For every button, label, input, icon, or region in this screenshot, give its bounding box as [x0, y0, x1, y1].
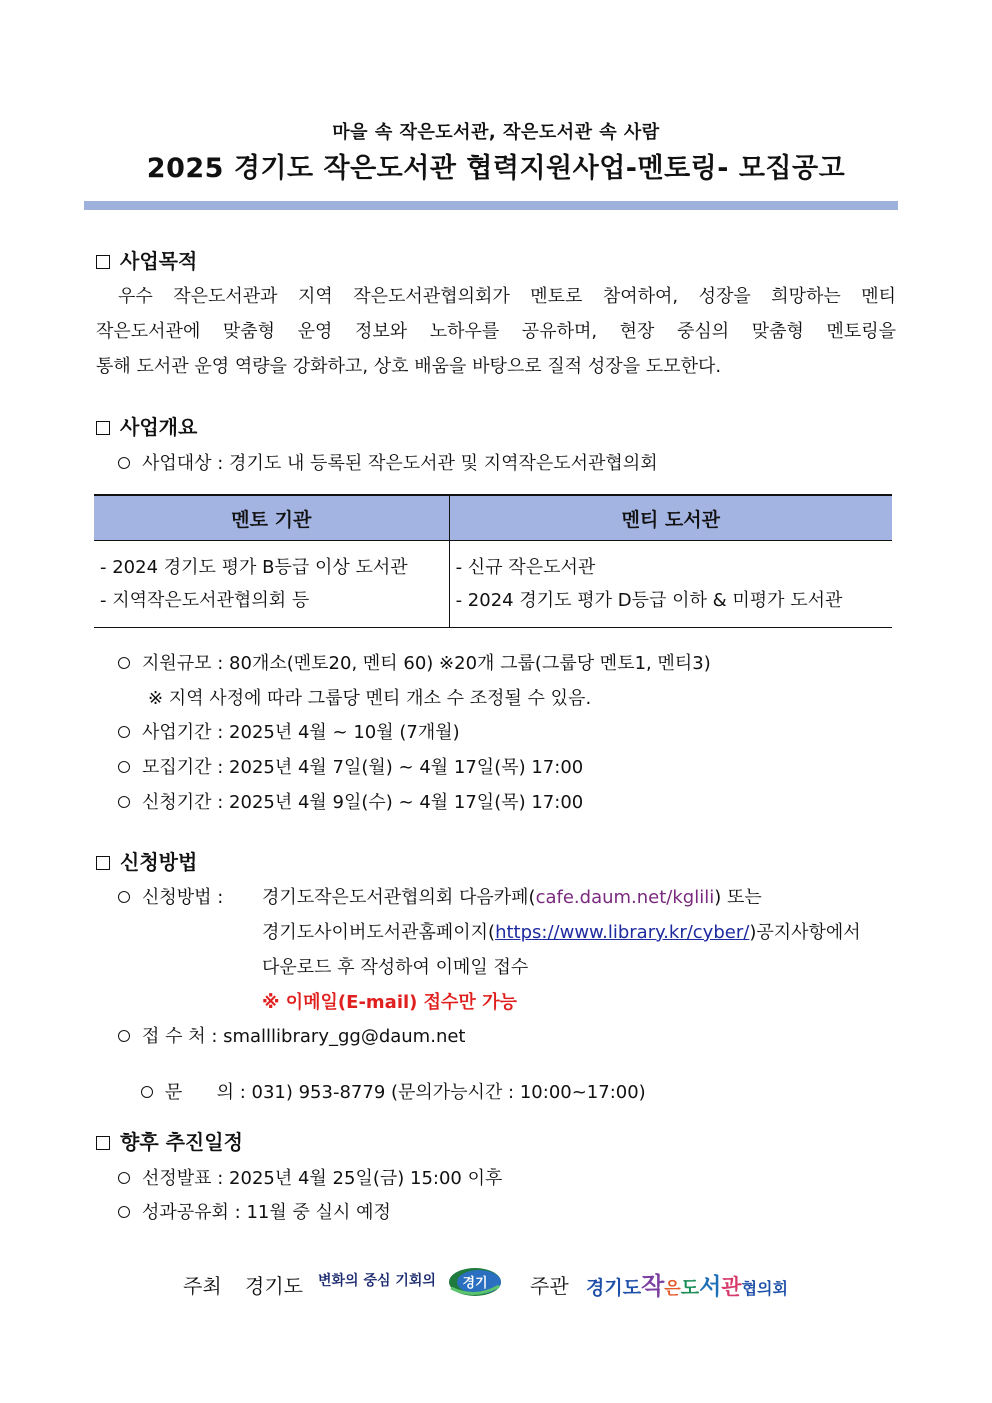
method-line-3: 다운로드 후 작성하여 이메일 접수 [262, 957, 529, 978]
organizer-logo-letter: 기 [604, 1277, 623, 1299]
organizer-logo-letter: 은 [664, 1279, 681, 1299]
library-homepage-link[interactable]: https://www.library.kr/cyber/ [495, 922, 750, 943]
checkbox-square-icon [96, 1136, 110, 1150]
overview-scale: 지원규모 : 80개소(멘토20, 멘티 60) ※20개 그룹(그룹당 멘토1, 멘티3) [118, 649, 711, 675]
mentee-criteria-1: - 신규 작은도서관 [455, 557, 596, 578]
section-overview-heading: 사업개요 [96, 411, 197, 440]
checkbox-square-icon [96, 856, 110, 870]
overview-apply-period: 신청기간 : 2025년 4월 9일(수) ~ 4월 17일(목) 17:00 [118, 788, 583, 814]
method-inquiry: 문 의 : 031) 953-8779 (문의가능시간 : 10:00~17:00) [118, 1057, 646, 1125]
circle-bullet-icon [118, 726, 130, 738]
circle-bullet-icon [118, 1172, 130, 1184]
overview-target: 사업대상 : 경기도 내 등록된 작은도서관 및 지역작은도서관협의회 [118, 449, 658, 475]
table-header-mentor: 멘토 기관 [94, 495, 449, 541]
purpose-line-3: 통해 도서관 운영 역량을 강화하고, 상호 배움을 바탕으로 질적 성장을 도모한다. [96, 356, 722, 377]
method-receiver: 접 수 처 : smalllibrary_gg@daum.net [118, 1022, 465, 1048]
organizer-logo-letter: 관 [721, 1275, 742, 1299]
organizer-logo-letter: 도 [622, 1277, 642, 1299]
title-underline-bar [84, 201, 898, 210]
organizer-logo-letter: 경 [586, 1277, 605, 1299]
circle-bullet-icon [118, 657, 130, 669]
method-line-1: 경기도작은도서관협의회 다음카페(cafe.daum.net/kglili) 또는 [262, 887, 762, 908]
email-only-notice: ※ 이메일(E-mail) 접수만 가능 [262, 992, 517, 1013]
method-line-2: 경기도사이버도서관홈페이지(https://www.library.kr/cyber/)공지사항에서 [262, 922, 861, 943]
cafe-link[interactable]: cafe.daum.net/kglili [535, 887, 715, 908]
organizer-logo-letter: 작 [641, 1272, 665, 1300]
page-title: 2025 경기도 작은도서관 협력지원사업-멘토링- 모집공고 [146, 153, 846, 184]
organizer-logo [586, 1266, 788, 1301]
purpose-line-2: 작은도서관에 맞춤형 운영 정보와 노하우를 공유하며, 현장 중심의 맞춤형 멘토링을 [96, 321, 896, 342]
mentee-criteria-2: - 2024 경기도 평가 D등급 이하 & 미평가 도서관 [455, 590, 843, 611]
mentor-mentee-table [94, 494, 892, 628]
overview-period: 사업기간 : 2025년 4월 ~ 10월 (7개월) [118, 718, 460, 744]
section-purpose-heading: 사업목적 [96, 245, 197, 274]
schedule-share: 성과공유회 : 11월 중 실시 예정 [118, 1198, 391, 1224]
checkbox-square-icon [96, 421, 110, 435]
organizer-logo-text [586, 1272, 788, 1300]
organizer-logo-letter: 서 [699, 1274, 722, 1300]
overview-recruit: 모집기간 : 2025년 4월 7일(월) ~ 4월 17일(목) 17:00 [118, 753, 583, 779]
organizer-logo-letter: 회 [772, 1279, 788, 1298]
organizer-logo-letter: 의 [757, 1279, 773, 1298]
gyeonggi-slogan-logo: 변화의 중심 기회의 [318, 1273, 436, 1289]
organizer-logo-letter: 협 [741, 1279, 758, 1298]
circle-bullet-icon [118, 1206, 130, 1218]
mentee-criteria-cell [449, 541, 892, 628]
section-method-heading: 신청방법 [96, 846, 197, 875]
table-header-mentee: 멘티 도서관 [449, 495, 892, 541]
schedule-announce: 선정발표 : 2025년 4월 25일(금) 15:00 이후 [118, 1164, 502, 1190]
mentor-criteria-cell [94, 541, 449, 628]
circle-bullet-icon [141, 1086, 153, 1098]
circle-bullet-icon [118, 457, 130, 469]
gyeonggi-badge-logo [447, 1266, 503, 1298]
mentor-criteria-1: - 2024 경기도 평가 B등급 이상 도서관 [100, 557, 408, 578]
badge-text: 경기 [462, 1276, 488, 1291]
mentor-criteria-2: - 지역작은도서관협의회 등 [100, 590, 310, 611]
checkbox-square-icon [96, 255, 110, 269]
section-schedule-heading: 향후 추진일정 [96, 1126, 243, 1155]
organizer-label: 주관 [530, 1274, 569, 1298]
circle-bullet-icon [118, 761, 130, 773]
host-name: 경기도 [245, 1274, 303, 1298]
host-label: 주최 [183, 1274, 222, 1298]
purpose-line-1: 우수 작은도서관과 지역 작은도서관협의회가 멘토로 참여하여, 성장을 희망하는 멘티 [118, 286, 896, 307]
circle-bullet-icon [118, 891, 130, 903]
page-subtitle: 마을 속 작은도서관, 작은도서관 속 사람 [332, 122, 660, 143]
method-label: 신청방법 : [118, 883, 223, 909]
overview-scale-note: ※ 지역 사정에 따라 그룹당 멘티 개소 수 조정될 수 있음. [148, 688, 592, 709]
organizer-logo-letter: 도 [680, 1277, 700, 1299]
circle-bullet-icon [118, 796, 130, 808]
footer [0, 1266, 992, 1306]
circle-bullet-icon [118, 1030, 130, 1042]
